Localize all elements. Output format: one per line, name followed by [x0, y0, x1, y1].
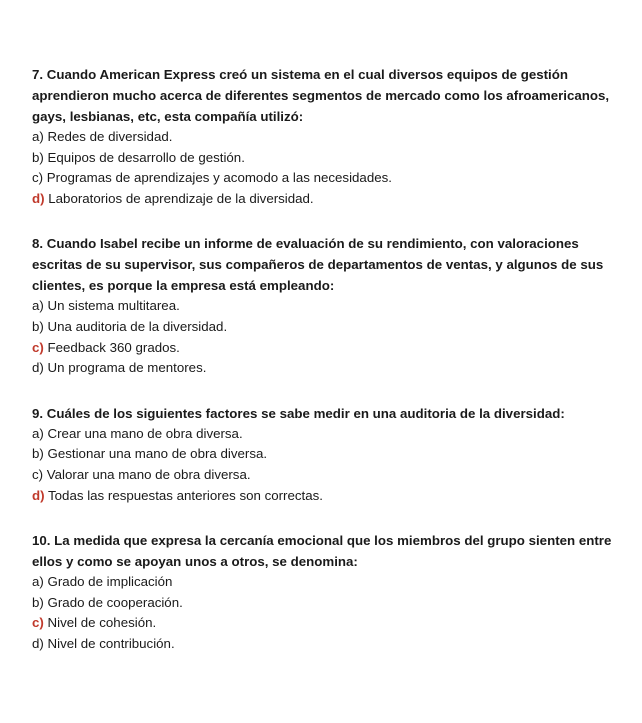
option-letter-correct: c)	[32, 339, 44, 355]
question-10-option-d	[32, 634, 632, 655]
option-letter: b)	[32, 446, 44, 462]
option-letter: a)	[32, 425, 44, 441]
option-text: Todas las respuestas anteriores son correctas.	[44, 487, 323, 503]
question-10-option-a	[32, 572, 632, 593]
option-text: Un sistema multitarea.	[43, 298, 180, 314]
option-text: Programas de aprendizajes y acomodo a las necesidades.	[43, 170, 392, 186]
question-7-title: 7. Cuando American Express creó un sistema en el cual diversos equipos de gestión aprendieron mucho acerca de diferentes segmentos de mercado como los afroamericanos, gays, lesbianas, etc, esta compañía utilizó:	[32, 67, 610, 124]
question-7-option-a	[32, 127, 632, 148]
option-letter: b)	[32, 318, 44, 334]
document-page	[32, 64, 632, 679]
question-8-option-c	[32, 338, 632, 359]
question-9-option-c	[32, 465, 632, 486]
question-10-option-c	[32, 613, 632, 634]
option-text: Laboratorios de aprendizaje de la diversidad.	[44, 190, 314, 206]
question-7-option-d	[32, 189, 632, 210]
question-10	[32, 530, 632, 654]
option-text: Nivel de cohesión.	[43, 615, 157, 631]
question-9-option-b	[32, 444, 632, 465]
option-text: Grado de implicación	[43, 574, 173, 590]
option-letter-correct: d)	[32, 190, 45, 206]
question-8-option-a	[32, 296, 632, 317]
option-text: Equipos de desarrollo de gestión.	[43, 149, 245, 165]
option-letter: a)	[32, 574, 44, 590]
option-letter: a)	[32, 129, 44, 144]
question-7-option-c	[32, 168, 632, 189]
option-letter: a)	[32, 298, 44, 314]
question-8-option-d	[32, 358, 632, 379]
option-text: Crear una mano de obra diversa.	[43, 425, 243, 441]
question-8	[32, 233, 632, 378]
question-8-title: 8. Cuando Isabel recibe un informe de evaluación de su rendimiento, con valoraciones escritas de su supervisor, sus compañeros de departamentos de ventas, y algunos de sus clientes, es porque la empresa está empleando:	[32, 236, 604, 294]
option-letter-correct: c)	[32, 615, 44, 631]
option-text: Nivel de contribución.	[43, 635, 175, 651]
option-text: Grado de cooperación.	[43, 594, 183, 610]
option-letter: d)	[32, 635, 44, 651]
option-letter: c)	[32, 466, 44, 482]
question-9-option-a	[32, 424, 632, 445]
option-text: Feedback 360 grados.	[43, 339, 180, 355]
question-9-title: 9. Cuáles de los siguientes factores se sabe medir en una auditoria de la diversidad:	[32, 405, 565, 421]
question-8-option-b	[32, 317, 632, 338]
question-9-option-d	[32, 486, 632, 507]
option-letter: b)	[32, 594, 44, 610]
option-text: Un programa de mentores.	[43, 360, 207, 376]
option-letter-correct: d)	[32, 487, 45, 503]
question-10-title: 10. La medida que expresa la cercanía emocional que los miembros del grupo sienten entre ellos y como se apoyan unos a otros, se denomina:	[32, 533, 612, 570]
option-text: Redes de diversidad.	[43, 129, 173, 144]
option-letter: b)	[32, 149, 44, 165]
question-10-option-b	[32, 593, 632, 614]
question-9	[32, 403, 632, 506]
option-text: Valorar una mano de obra diversa.	[43, 466, 251, 482]
question-7	[32, 64, 632, 209]
option-letter: d)	[32, 360, 44, 376]
option-text: Una auditoria de la diversidad.	[43, 318, 228, 334]
question-7-option-b	[32, 148, 632, 169]
option-text: Gestionar una mano de obra diversa.	[43, 446, 268, 462]
option-letter: c)	[32, 170, 44, 186]
